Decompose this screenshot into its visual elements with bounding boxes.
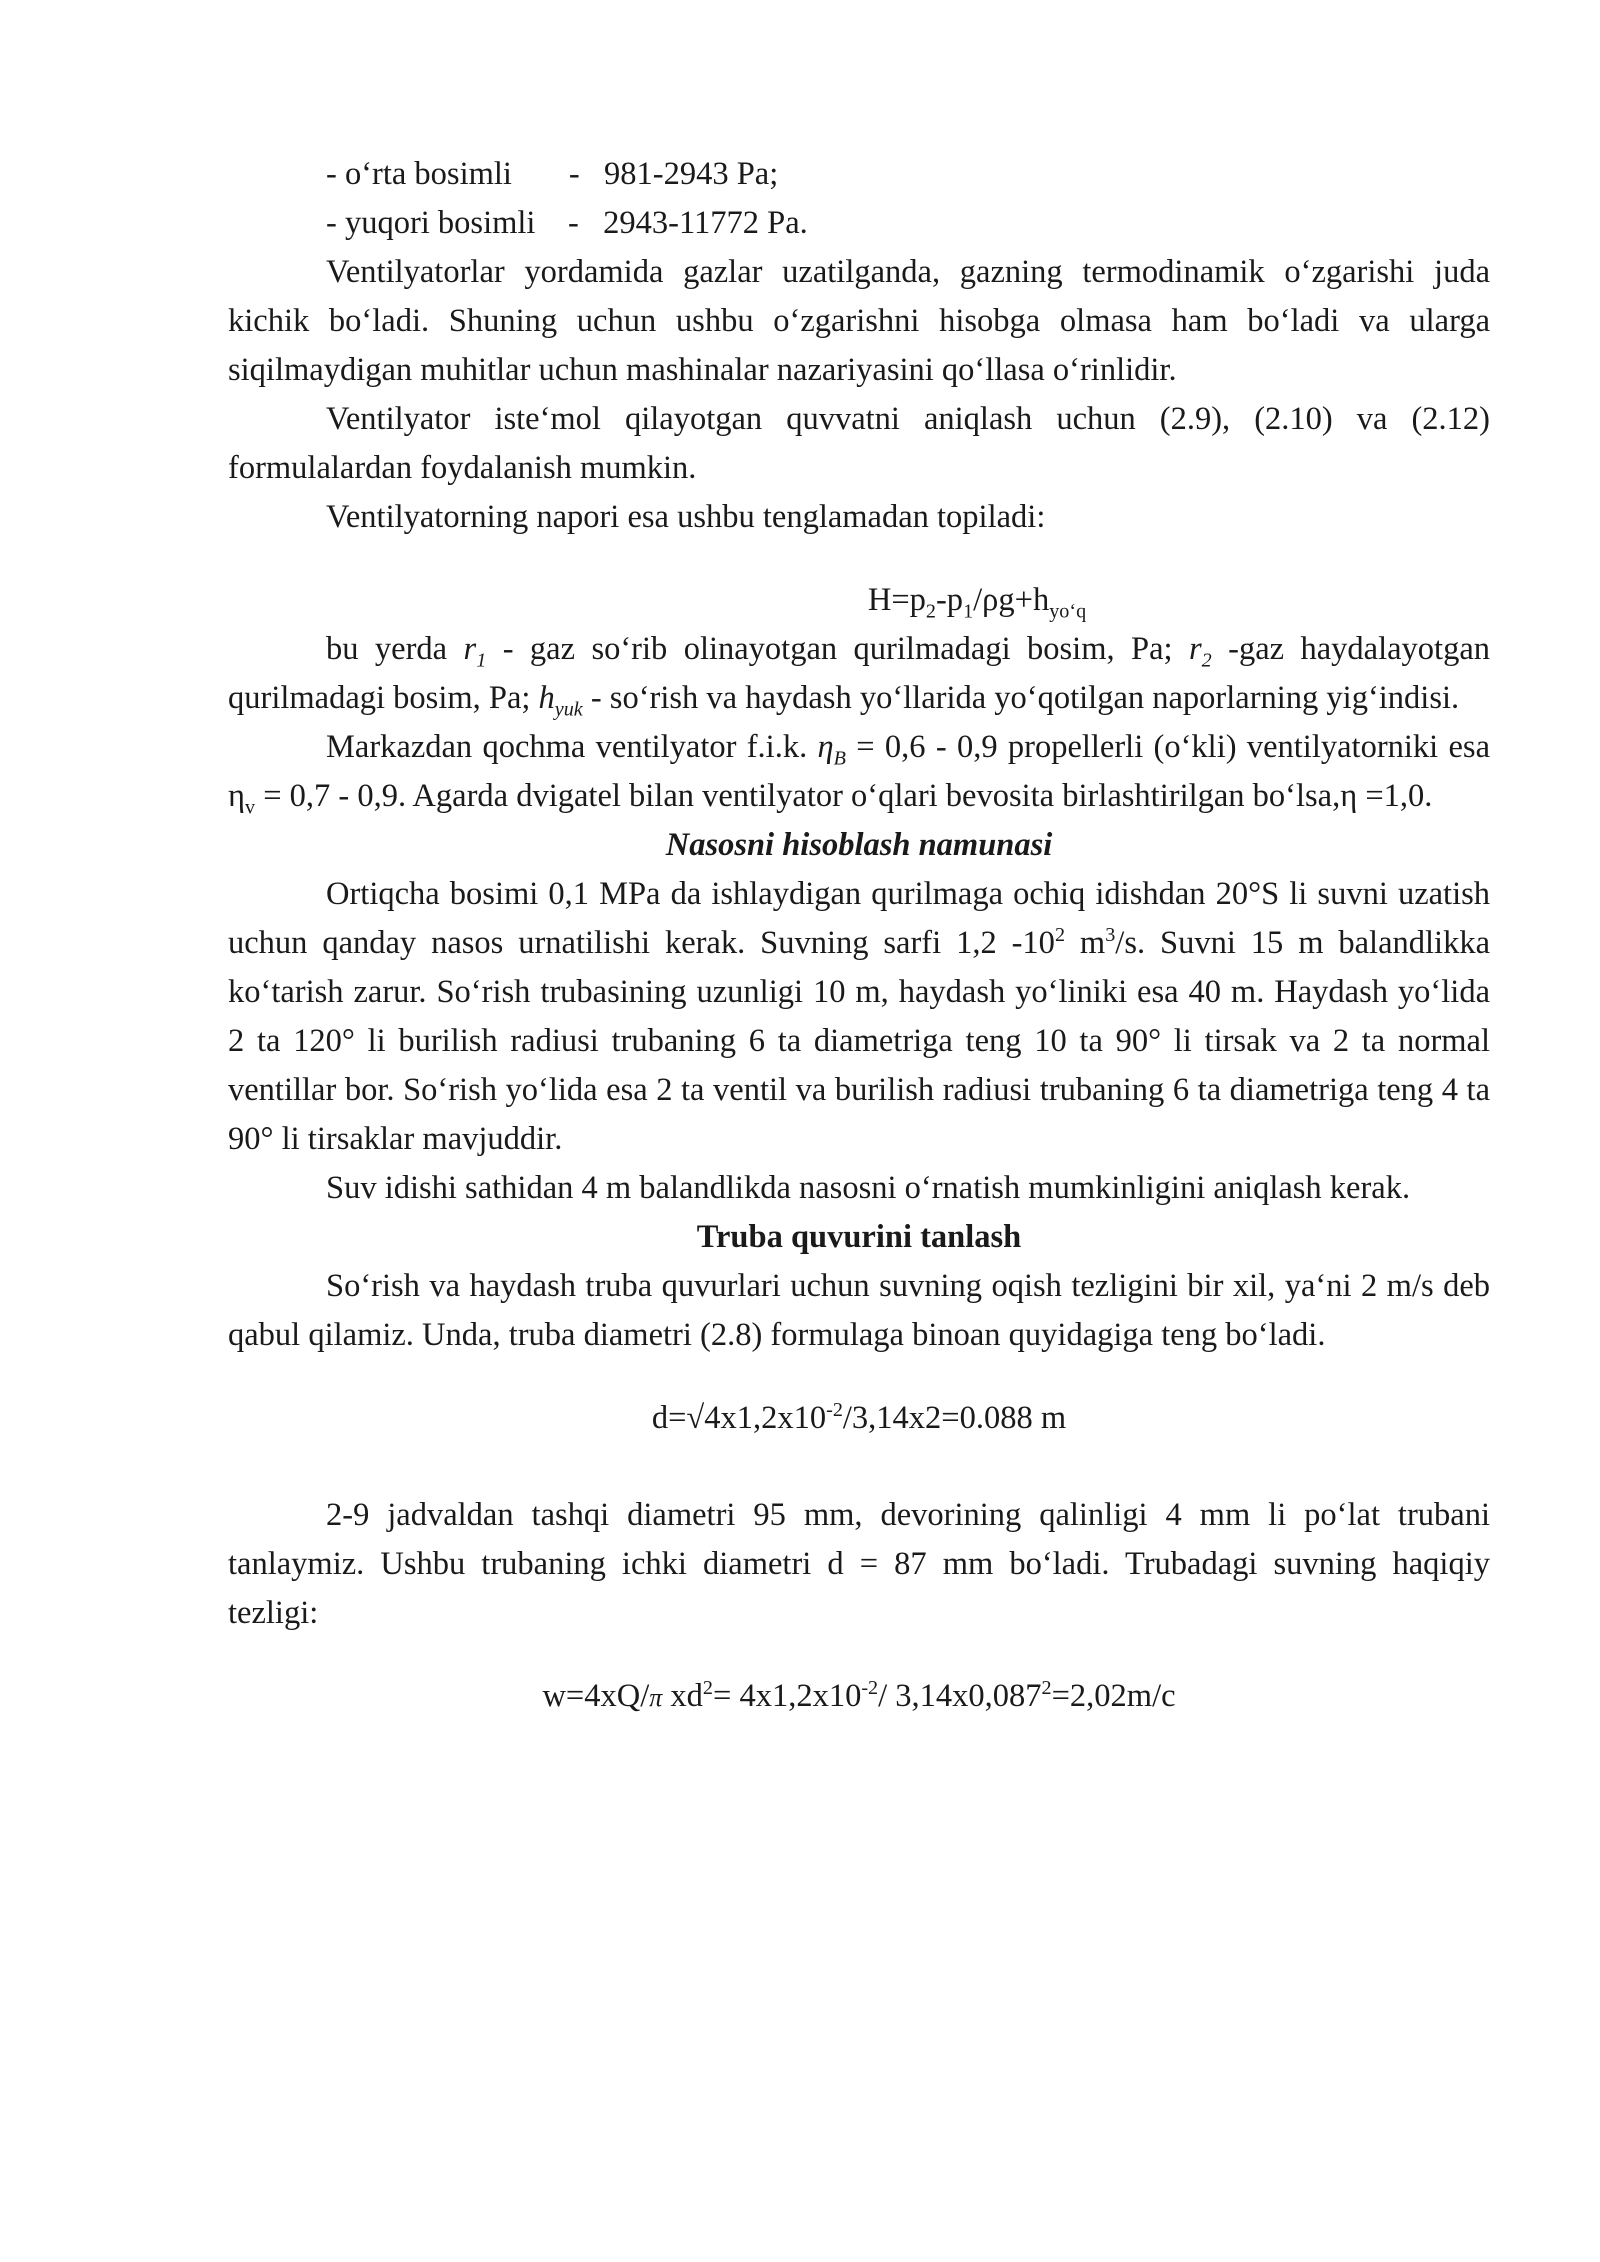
paragraph-head-equation-intro: Ventilyatorning napori esa ushbu tenglamadan topiladi: (326, 499, 1046, 535)
paragraph-efficiency: Markazdan qochma ventilyator f.i.k. $\eta_B = 0,6 - 0,9$ propellerli (o‘kli) ventilyatorniki esa $\eta_v = 0,7 - 0,9$. Agarda dvigatel bilan ventilyator o‘qlari bevosita birlashtirilgan bo‘lsa,η =1,0. (228, 729, 1491, 819)
heading-pipe-selection: Truba quvurini tanlash (696, 1219, 1022, 1255)
formula-head: $H=p_2-p_1/\rho g+h_{yo‘q}$ (867, 582, 1087, 623)
heading-pump-calculation-example: Nasosni hisoblash namunasi (665, 827, 1053, 863)
paragraph-flow-velocity: So‘rish va haydash truba quvurlari uchun suvning oqish tezligini bir xil, ya‘ni 2 m/s deb qabul qilamiz. Unda, truba diametri (2.8) formulaga binoan quyidagiga teng bo‘ladi. (228, 1268, 1490, 1353)
paragraph-ventilator-thermodynamics: Ventilyatorlar yordamida gazlar uzatilganda, gazning termodinamik o‘zgarishi juda kichik bo‘ladi. Shuning uchun ushbu o‘zgarishni hisobga olmasa ham bo‘ladi va ularga siqilmaydigan muhitlar uchun mashinalar nazariyasini qo‘llasa o‘rinlidir. (228, 254, 1490, 388)
document-body (228, 150, 1490, 1722)
formula-velocity: w=4xQ/π $xd^2= 4x1,2x10^{-2}/$ $3,14x0,087^2=2,02m/c$ (542, 1677, 1176, 1714)
pi-symbol: π (649, 1683, 663, 1712)
paragraph-pump-placement: Suv idishi sathidan 4 m balandlikda nasosni o‘rnatish mumkinligini aniqlash kerak. (326, 1170, 1411, 1206)
paragraph-power-formulas: Ventilyator iste‘mol qilayotgan quvvatni aniqlash uchun (2.9), (2.10) va (2.12) formulalardan foydalanish mumkin. (228, 401, 1490, 486)
paragraph-pipe-choice: 2-9 jadvaldan tashqi diametri 95 mm, devorining qalinligi 4 mm li po‘lat trubani tanlaymiz. Ushbu trubaning ichki diametri d = 87 mm bo‘ladi. Trubadagi suvning haqiqiy tezligi: (228, 1497, 1490, 1631)
formula-diameter: $d=√4x1,2x10^{-2}/3,14x2=0.088$ m (651, 1399, 1067, 1436)
paragraph-variable-definitions: bu yerda $r_1$ - gaz so‘rib olinayotgan qurilmadagi bosim, Pa; $r_2$ -gaz haydalayotgan qurilmadagi bosim, Pa; $h_{yuk}$ - so‘rish va haydash yo‘llarida yo‘qotilgan naporlarning yig‘indisi. (228, 631, 1490, 721)
pressure-range-high: - yuqori bosimli - 2943-11772 Pa. (326, 205, 808, 241)
pressure-range-medium: - o‘rta bosimli - 981-2943 Pa; (326, 156, 779, 192)
paragraph-problem-statement: Ortiqcha bosimi 0,1 MPa da ishlaydigan qurilmaga ochiq idishdan 20°S li suvni uzatish uchun qanday nasos urnatilishi kerak. Suvning sarfi 1,2 $-10^2$ $m^3/s$. Suvni 15 m balandlikka ko‘tarish zarur. So‘rish trubasining uzunligi 10 m, haydash yo‘liniki esa 40 m. Haydash yo‘lida 2 ta 120° li burilish radiusi trubaning 6 ta diametriga teng 10 ta 90° li tirsak va 2 ta normal ventillar bor. So‘rish yo‘lida esa 2 ta ventil va burilish radiusi trubaning 6 ta diametriga teng 4 ta 90° li tirsaklar mavjuddir. (228, 876, 1490, 1157)
